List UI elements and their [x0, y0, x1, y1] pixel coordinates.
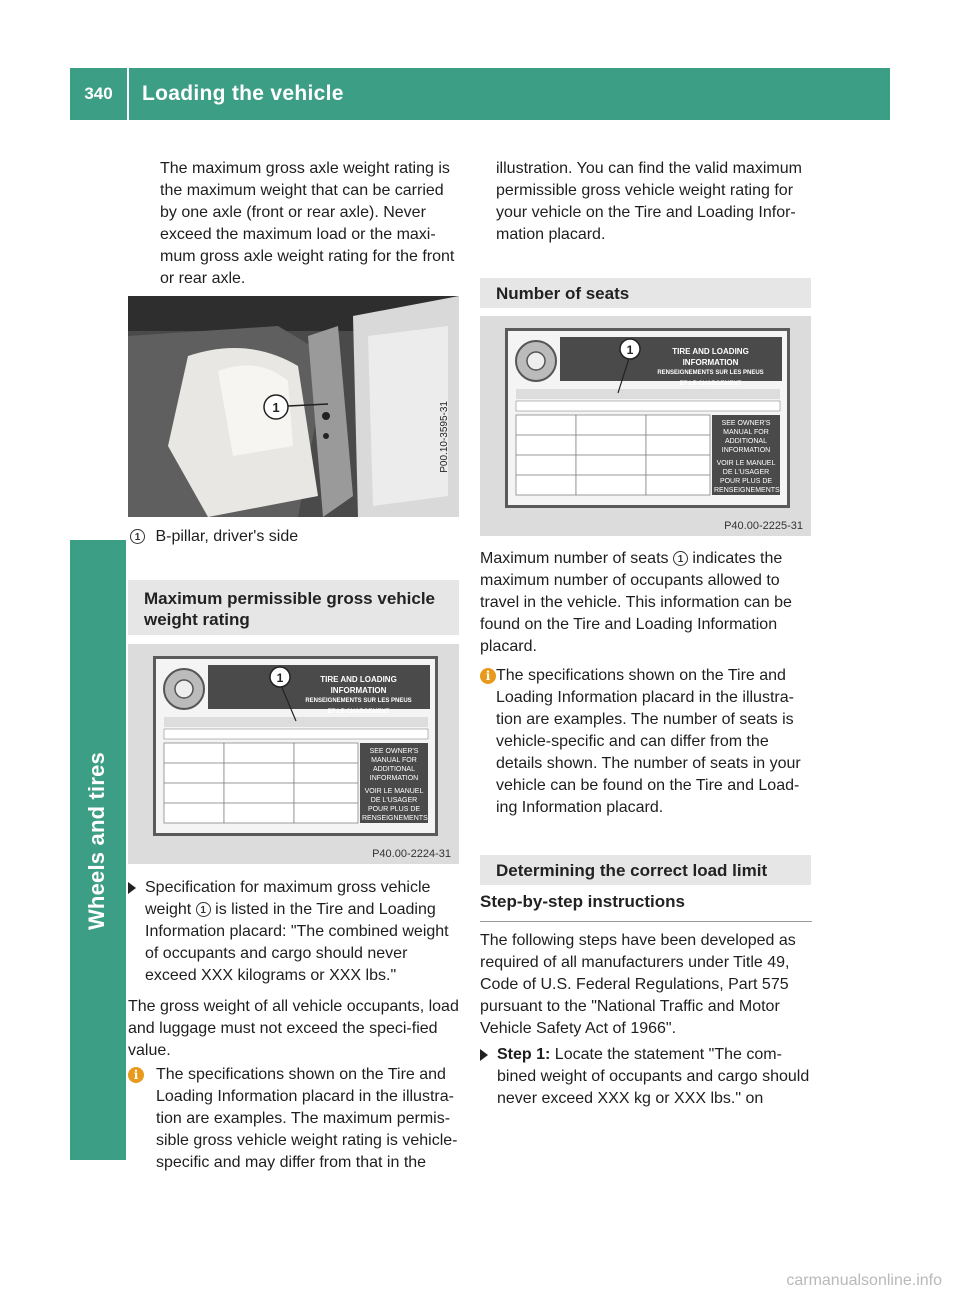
step1-text: Locate the statement "The com-bined weight of occupants and cargo should never exceed XXX kg or XXX lbs." on — [497, 1046, 810, 1107]
step-a-text: Specification for maximum gross vehicle weight — [145, 879, 431, 918]
placard-note-en: SEE OWNER'S MANUAL FOR ADDITIONAL INFORMATION — [369, 748, 419, 782]
figure1-code: P00.10-3595-31 — [439, 401, 450, 473]
step-a-rest: is listed in the Tire and Loading Information placard: "The combined weight of occupants and cargo should never exceed XXX kilograms or XXX lbs." — [145, 901, 449, 984]
seats-text-a: Maximum number of seats — [480, 550, 669, 567]
placard-seats-note — [714, 419, 778, 495]
placard-seats-title-fr: RENSEIGNEMENTS SUR LES PNEUS ET LE CHARGEMENT — [657, 370, 764, 387]
seats-text-b: indicates the maximum number of occupants allowed to travel in the vehicle. This information can be found on the Tire and Loading Information placard. — [480, 550, 792, 655]
gross-weight-paragraph — [128, 996, 460, 1062]
placard-title-fr: RENSEIGNEMENTS SUR LES PNEUS ET LE CHARGEMENT — [305, 698, 412, 715]
watermark: carmanualsonline.info — [786, 1272, 942, 1289]
intro-text: The maximum gross axle weight rating is the maximum weight that can be carried by one axle (front or rear axle). Never exceed the maximum load or the maxi-mum gross axle weight rating for the front or rear axle. — [160, 160, 455, 287]
seats-paragraph — [480, 548, 812, 658]
placard-seats-note-en: SEE OWNER'S MANUAL FOR ADDITIONAL INFORMATION — [721, 420, 771, 454]
step-specification — [128, 877, 460, 987]
figure1-callout: 1 — [272, 400, 280, 415]
section-heading-seats-text: Number of seats — [496, 284, 630, 303]
header-divider — [127, 68, 129, 120]
seats-marker: 1 — [673, 551, 688, 566]
placard-seats-note-fr: VOIR LE MANUEL DE L'USAGER POUR PLUS DE RENSEIGNEMENTS — [714, 460, 780, 494]
seats-placard-figure — [480, 316, 811, 536]
section-heading-seats — [480, 278, 811, 308]
placard-note-fr: VOIR LE MANUEL DE L'USAGER POUR PLUS DE RENSEIGNEMENTS — [362, 788, 428, 822]
placard-seats — [505, 328, 790, 508]
side-tab-label: Wheels and tires — [84, 752, 109, 931]
steps-intro-text: The following steps have been developed as required of all manufacturers under Title 49, Code of U.S. Federal Regulations, Part 575 pursuant to the "National Traffic and Motor Vehicle Safety Act of 1966". — [480, 932, 796, 1037]
section-heading-gvwr-text: Maximum permissible gross vehicle weight rating — [144, 589, 436, 629]
caption-text: B-pillar, driver's side — [155, 528, 299, 545]
info-note-seats-text: The specifications shown on the Tire and Loading Information placard in the illustra-tion are examples. The number of seats is vehicle-specific and can differ from the details shown. The number of seats in your vehicle can be found on the Tire and Load-ing Information placard. — [496, 667, 801, 816]
placard-seats-title-en: TIRE AND LOADING INFORMATION — [672, 347, 749, 367]
placard-seats-title — [648, 343, 773, 387]
figure1-caption — [130, 526, 460, 548]
placard-note — [362, 747, 426, 823]
figure3-callout: 1 — [626, 343, 634, 357]
step1-arrow-icon — [480, 1049, 488, 1061]
page-number: 340 — [84, 84, 113, 103]
figure2-code: P40.00-2224-31 — [372, 848, 451, 860]
caption-marker: 1 — [130, 529, 145, 544]
figure2-callout: 1 — [276, 671, 284, 685]
continued-paragraph — [496, 158, 812, 246]
placard-title — [296, 671, 421, 715]
info-note-seats — [480, 665, 812, 819]
b-pillar-figure — [128, 296, 459, 517]
gvwr-placard-figure — [128, 644, 459, 864]
step-by-step-heading: Step-by-step instructions — [480, 892, 812, 922]
info-note-gvwr-text: The specifications shown on the Tire and Loading Information placard in the illustra-tion are examples. The maximum permis-sible gross vehicle weight rating is vehicle-specific and may differ from that in the — [156, 1066, 458, 1171]
page-title: Loading the vehicle — [142, 82, 344, 105]
intro-paragraph — [160, 158, 460, 290]
info-note-gvwr — [128, 1064, 460, 1174]
section-heading-load-limit — [480, 855, 811, 885]
figure3-code: P40.00-2225-31 — [724, 520, 803, 532]
section-heading-load-limit-text: Determining the correct load limit — [496, 861, 768, 880]
continued-text: illustration. You can find the valid maximum permissible gross vehicle weight rating for your vehicle on the Tire and Loading Infor-mation placard. — [496, 160, 802, 243]
side-tab-label-wrap — [84, 752, 118, 931]
step-arrow-icon — [128, 882, 136, 894]
step-1 — [480, 1044, 812, 1110]
placard-title-en: TIRE AND LOADING INFORMATION — [320, 675, 397, 695]
step1-label: Step 1: — [497, 1046, 551, 1063]
gross-weight-text: The gross weight of all vehicle occupants, load and luggage must not exceed the speci-fied value. — [128, 998, 459, 1059]
figure1-code-wrap — [439, 401, 453, 511]
info-icon: i — [128, 1067, 144, 1083]
info-icon-seats: i — [480, 668, 496, 684]
section-heading-gvwr — [128, 580, 459, 635]
placard — [153, 656, 438, 836]
steps-intro-paragraph — [480, 930, 812, 1040]
b-pillar-illustration — [128, 296, 459, 517]
step-a-marker: 1 — [196, 902, 211, 917]
